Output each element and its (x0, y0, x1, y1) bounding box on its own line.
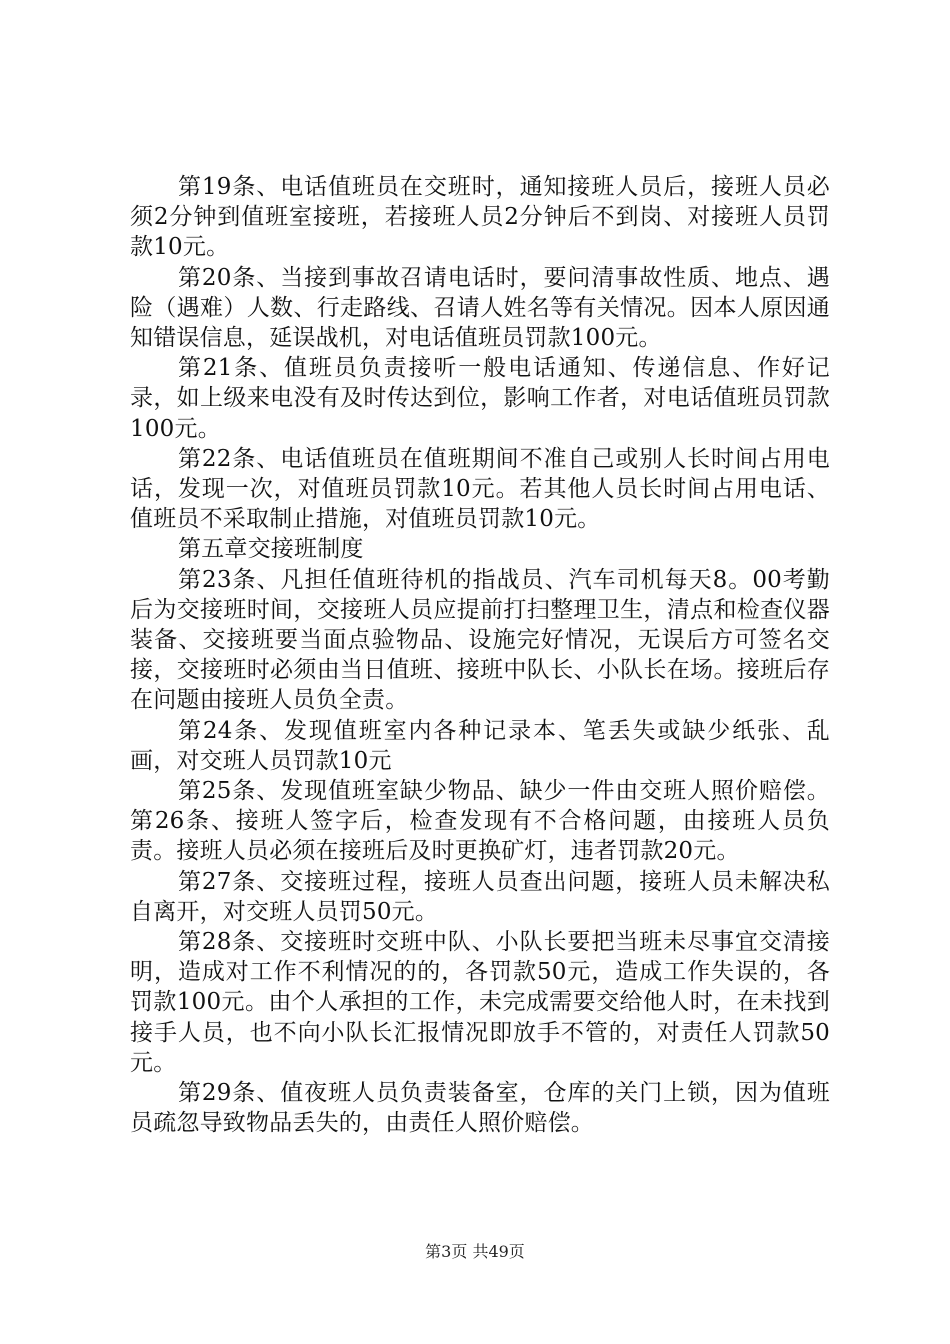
page-footer: 第3页 共49页 (425, 1242, 525, 1261)
article-23-paragraph: 第23条、凡担任值班待机的指战员、汽车司机每天8。00考勤后为交接班时间，交接班人员应提前打扫整理卫生，清点和检查仪器装备、交接班要当面点验物品、设施完好情况，无误后方可签名交接，交接班时必须由当日值班、接班中队长、小队长在场。接班后存在问题由接班人员负全责。 (130, 566, 830, 714)
article-21-paragraph: 第21条、值班员负责接听一般电话通知、传递信息、作好记录，如上级来电没有及时传达到位，影响工作者，对电话值班员罚款100元。 (130, 355, 830, 442)
article-24-paragraph: 第24条、发现值班室内各种记录本、笔丢失或缺少纸张、乱画，对交班人员罚款10元 (130, 717, 830, 774)
article-20-paragraph: 第20条、当接到事故召请电话时，要问清事故性质、地点、遇险（遇难）人数、行走路线、召请人姓名等有关情况。因本人原因通知错误信息，延误战机，对电话值班员罚款100元。 (130, 264, 830, 352)
document-body (130, 172, 830, 1139)
chapter-5-heading: 第五章交接班制度 (178, 536, 364, 563)
article-25-26-paragraph: 第25条、发现值班室缺少物品、缺少一件由交班人照价赔偿。第26条、接班人签字后，检查发现有不合格问题，由接班人员负责。接班人员必须在接班后及时更换矿灯，违者罚款20元。 (130, 778, 830, 865)
article-27-paragraph: 第27条、交接班过程，接班人员查出问题，接班人员未解决私自离开，对交班人员罚50元。 (130, 868, 830, 925)
article-22-paragraph: 第22条、电话值班员在值班期间不准自己或别人长时间占用电话，发现一次，对值班员罚款10元。若其他人员长时间占用电话、值班员不采取制止措施，对值班员罚款10元。 (130, 445, 830, 533)
article-29-paragraph: 第29条、值夜班人员负责装备室，仓库的关门上锁，因为值班员疏忽导致物品丢失的，由责任人照价赔偿。 (130, 1080, 830, 1137)
article-19-paragraph: 第19条、电话值班员在交班时，通知接班人员后，接班人员必须2分钟到值班室接班，若接班人员2分钟后不到岗、对接班人员罚款10元。 (130, 174, 830, 261)
article-28-paragraph: 第28条、交接班时交班中队、小队长要把当班未尽事宜交清接明，造成对工作不利情况的的，各罚款50元，造成工作失误的，各罚款100元。由个人承担的工作，未完成需要交给他人时，在未找到接手人员，也不向小队长汇报情况即放手不管的，对责任人罚款50元。 (130, 929, 830, 1076)
